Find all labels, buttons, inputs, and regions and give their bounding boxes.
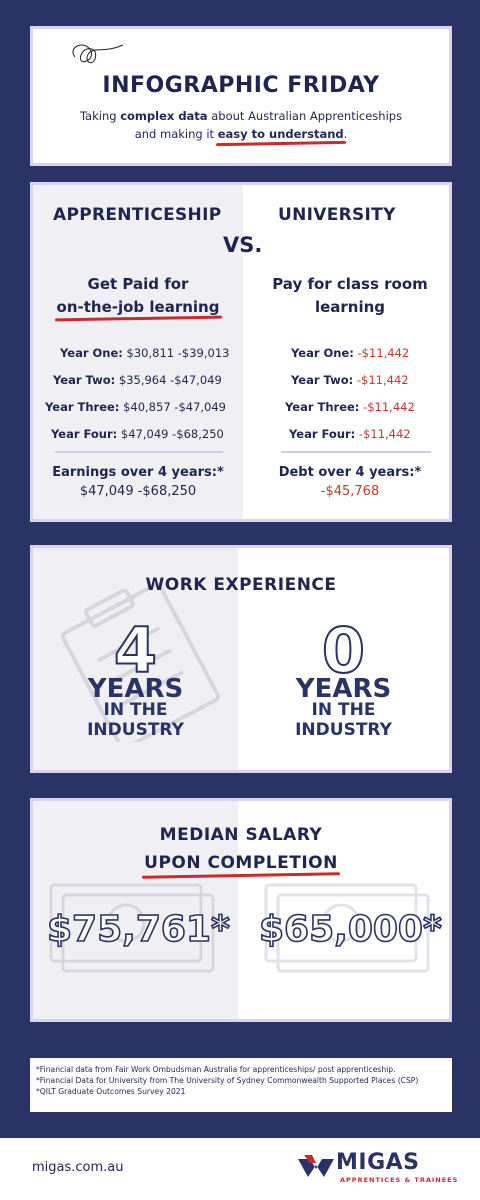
footnotes <box>30 1058 452 1112</box>
university-years-number: 0 <box>321 614 366 687</box>
median-salary-subtitle: UPON COMPLETION <box>144 853 338 873</box>
page-title: INFOGRAPHIC FRIDAY <box>102 73 380 98</box>
university-subheading: Pay for class room learning <box>272 275 428 316</box>
work-experience-card <box>30 545 452 773</box>
years-label: YEARS <box>295 674 392 704</box>
page-subtitle: Taking complex data about Australian Apprenticeships and making it easy to understand. <box>79 109 403 141</box>
divider <box>281 451 431 453</box>
median-salary-card <box>30 798 452 1022</box>
header-card <box>30 26 452 166</box>
apprenticeship-subheading: Get Paid for on-the-job learning <box>56 275 220 316</box>
industry-label: INDUSTRY <box>295 720 392 740</box>
in-the-label: IN THE <box>311 700 376 720</box>
university-year-row: Year Three: -$11,442 <box>285 400 415 414</box>
years-label: YEARS <box>87 674 184 704</box>
vs-label: VS. <box>223 233 263 257</box>
website-link[interactable]: migas.com.au <box>32 1160 124 1175</box>
apprenticeship-years-number: 4 <box>113 614 158 687</box>
apprenticeship-total-label: Earnings over 4 years:* <box>52 465 224 480</box>
migas-logo-icon <box>298 1155 334 1179</box>
divider <box>55 451 223 453</box>
university-heading: UNIVERSITY <box>278 205 396 225</box>
university-year-row: Year Four: -$11,442 <box>289 427 411 441</box>
university-salary-value: $65,000* <box>259 909 442 950</box>
migas-logo-tagline: APPRENTICES & TRAINEES <box>340 1176 459 1184</box>
university-year-row: Year Two: -$11,442 <box>291 373 409 387</box>
apprenticeship-year-row: Year Three: $40,857 -$47,049 <box>45 400 226 414</box>
apprenticeship-heading: APPRENTICESHIP <box>53 205 222 225</box>
apprenticeship-total-value: $47,049 -$68,250 <box>79 484 197 499</box>
in-the-label: IN THE <box>103 700 168 720</box>
median-salary-title: MEDIAN SALARY <box>159 825 323 845</box>
university-total-value: -$45,768 <box>320 484 380 499</box>
apprenticeship-salary-value: $75,761* <box>47 909 230 950</box>
footnote: *Financial Data for University from The University of Sydney Commonwealth Supported Places (CSP) <box>36 1076 419 1085</box>
apprenticeship-year-row: Year Four: $47,049 -$68,250 <box>51 427 224 441</box>
comparison-card <box>30 182 452 522</box>
footnote: *Financial data from Fair Work Ombudsman Australia for apprenticeships/ post apprenticeship. <box>36 1065 396 1074</box>
apprenticeship-year-row: Year Two: $35,964 -$47,049 <box>53 373 222 387</box>
university-total-label: Debt over 4 years:* <box>278 465 422 480</box>
work-experience-title: WORK EXPERIENCE <box>145 575 337 595</box>
footnote: *QILT Graduate Outcomes Survey 2021 <box>36 1087 186 1096</box>
industry-label: INDUSTRY <box>87 720 184 740</box>
footer <box>0 1138 480 1200</box>
apprenticeship-year-row: Year One: $30,811 -$39,013 <box>60 346 230 360</box>
scribble-icon <box>65 37 125 77</box>
university-year-row: Year One: -$11,442 <box>291 346 410 360</box>
migas-logo-text: MIGAS <box>336 1150 420 1175</box>
